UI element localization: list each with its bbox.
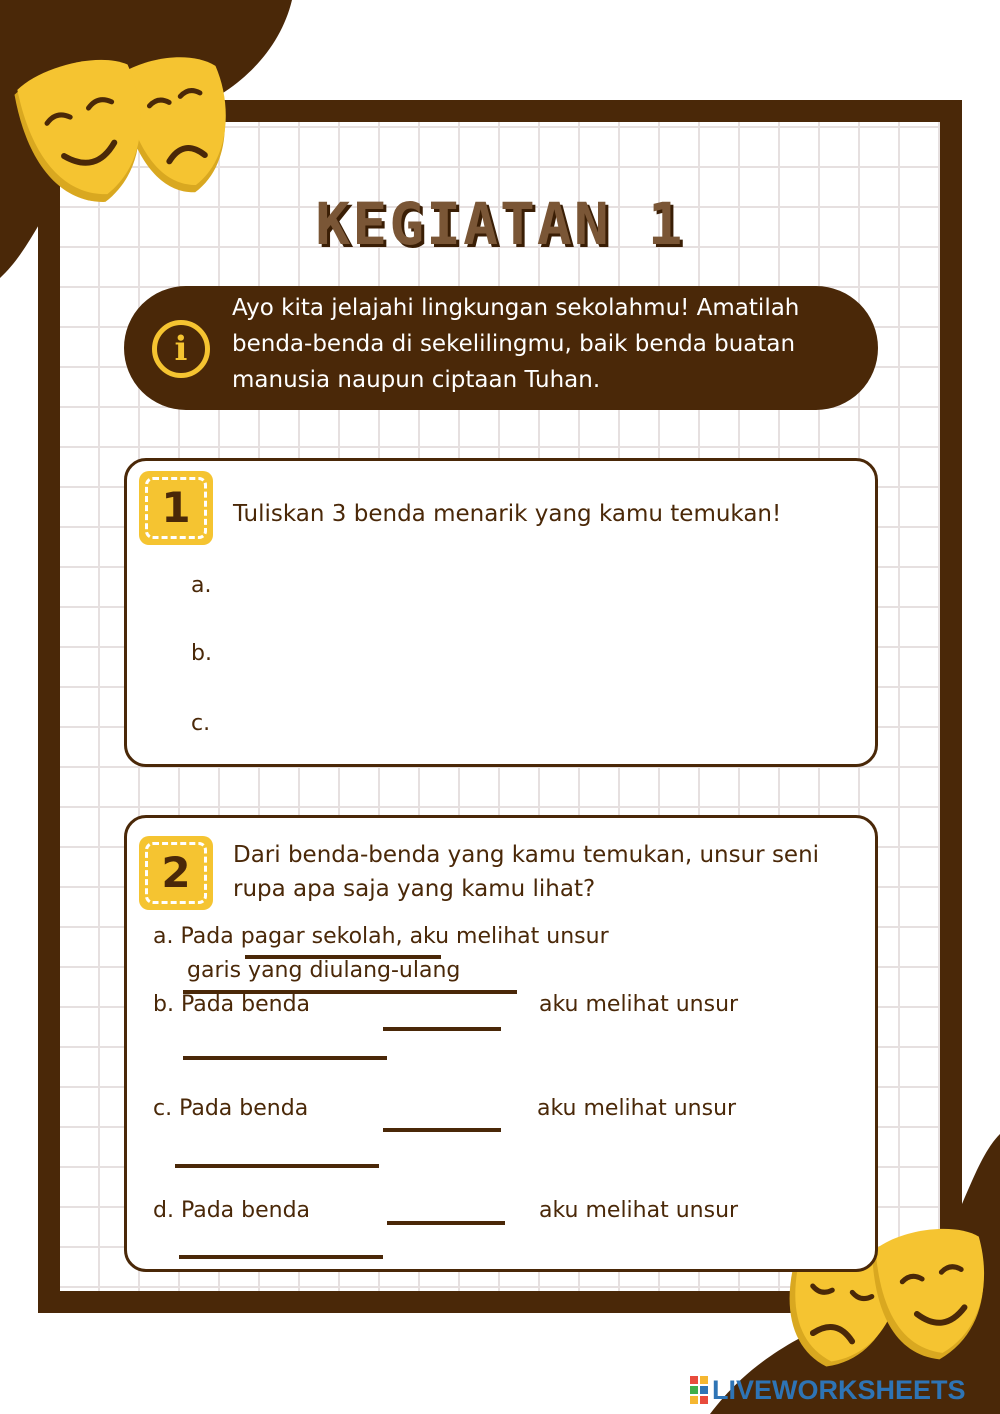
question-number: 2: [145, 842, 207, 904]
watermark: [690, 1372, 966, 1408]
item-prefix: b. Pada benda: [153, 992, 311, 1017]
number-badge: [139, 471, 213, 545]
blank-element-b[interactable]: [183, 1056, 387, 1060]
item-suffix: , aku melihat unsur: [395, 924, 609, 949]
blank-object-b[interactable]: [383, 1027, 501, 1031]
theatre-masks-icon: [14, 40, 234, 210]
answer-row-a: [153, 922, 609, 952]
item-prefix: c. Pada benda: [153, 1096, 309, 1121]
blank-object-c[interactable]: [383, 1128, 501, 1132]
blank-element-d[interactable]: [179, 1255, 383, 1259]
number-badge: [139, 836, 213, 910]
question-number: 1: [145, 477, 207, 539]
option-label: a.: [191, 573, 212, 598]
blank-object-d[interactable]: [387, 1221, 505, 1225]
item-suffix: aku melihat unsur: [539, 992, 739, 1017]
info-banner: [124, 286, 878, 410]
option-label: b.: [191, 641, 212, 666]
item-suffix: aku melihat unsur: [537, 1096, 737, 1121]
question-text: Tuliskan 3 benda menarik yang kamu temukan!: [233, 501, 782, 527]
option-label: c.: [191, 711, 211, 736]
example-object: pagar sekolah: [240, 924, 396, 949]
info-text: Ayo kita jelajahi lingkungan sekolahmu! Amatilah benda-benda di sekelilingmu, baik benda buatan manusia naupun ciptaan Tuhan.: [232, 295, 800, 393]
page-title: KEGIATAN 1: [315, 190, 685, 258]
question-card-1: [124, 458, 878, 767]
liveworksheets-logo-icon: [690, 1376, 708, 1404]
question-card-2: [124, 815, 878, 1272]
item-prefix: d. Pada benda: [153, 1198, 311, 1223]
blank-element-c[interactable]: [175, 1164, 379, 1168]
question-text: Dari benda-benda yang kamu temukan, unsur seni rupa apa saja yang kamu lihat?: [233, 842, 820, 902]
watermark-text: LIVEWORKSHEETS: [712, 1374, 966, 1405]
item-suffix: aku melihat unsur: [539, 1198, 739, 1223]
info-icon: i: [152, 320, 210, 378]
example-answer: garis yang diulang-ulang: [187, 958, 461, 983]
item-prefix: a. Pada: [153, 924, 234, 949]
